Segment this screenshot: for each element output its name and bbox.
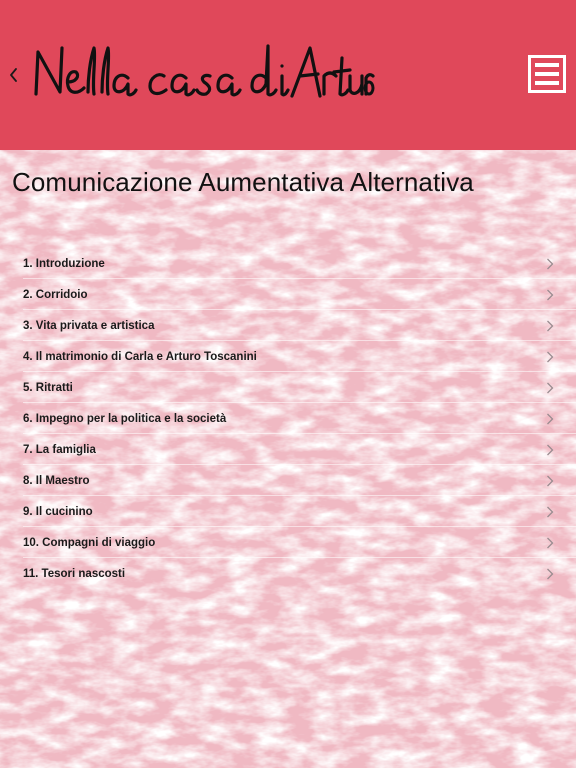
- chevron-right-icon: [546, 320, 554, 332]
- chevron-right-icon: [546, 258, 554, 270]
- list-item[interactable]: [0, 465, 576, 496]
- list-item[interactable]: [0, 434, 576, 465]
- list-item[interactable]: [0, 310, 576, 341]
- chevron-right-icon: [546, 537, 554, 549]
- header-bar: [0, 0, 576, 150]
- hamburger-menu-icon: [528, 55, 566, 93]
- chevron-right-icon: [546, 568, 554, 580]
- chevron-right-icon: [546, 444, 554, 456]
- list-item-label: 11. Tesori nascosti: [23, 567, 126, 580]
- app-logo: [30, 38, 375, 108]
- list-item[interactable]: [0, 558, 576, 589]
- list-item-label: 3. Vita privata e artistica: [23, 319, 155, 332]
- chevron-right-icon: [546, 475, 554, 487]
- list-item-label: 1. Introduzione: [23, 257, 105, 270]
- list-item[interactable]: [0, 372, 576, 403]
- list-item-label: 7. La famiglia: [23, 443, 96, 456]
- list-item-label: 10. Compagni di viaggio: [23, 536, 156, 549]
- list-item-label: 8. Il Maestro: [23, 474, 90, 487]
- chevron-right-icon: [546, 289, 554, 301]
- list-item[interactable]: [0, 279, 576, 310]
- list-item[interactable]: [0, 403, 576, 434]
- page-title: Comunicazione Aumentativa Alternativa: [12, 167, 474, 197]
- list-item-label: 5. Ritratti: [23, 381, 73, 394]
- chapter-list: [0, 248, 576, 589]
- chevron-right-icon: [546, 506, 554, 518]
- chevron-left-icon: [8, 67, 18, 83]
- back-button[interactable]: [2, 60, 24, 90]
- chevron-right-icon: [546, 351, 554, 363]
- list-item-label: 9. Il cucinino: [23, 505, 93, 518]
- list-item-label: 2. Corridoio: [23, 288, 88, 301]
- chevron-right-icon: [546, 413, 554, 425]
- list-item[interactable]: [0, 496, 576, 527]
- list-item[interactable]: [0, 527, 576, 558]
- chevron-right-icon: [546, 382, 554, 394]
- list-item-label: 4. Il matrimonio di Carla e Arturo Toscanini: [23, 350, 257, 363]
- list-item-label: 6. Impegno per la politica e la società: [23, 412, 227, 425]
- menu-button[interactable]: [528, 55, 566, 93]
- list-item[interactable]: [0, 341, 576, 372]
- list-item[interactable]: [0, 248, 576, 279]
